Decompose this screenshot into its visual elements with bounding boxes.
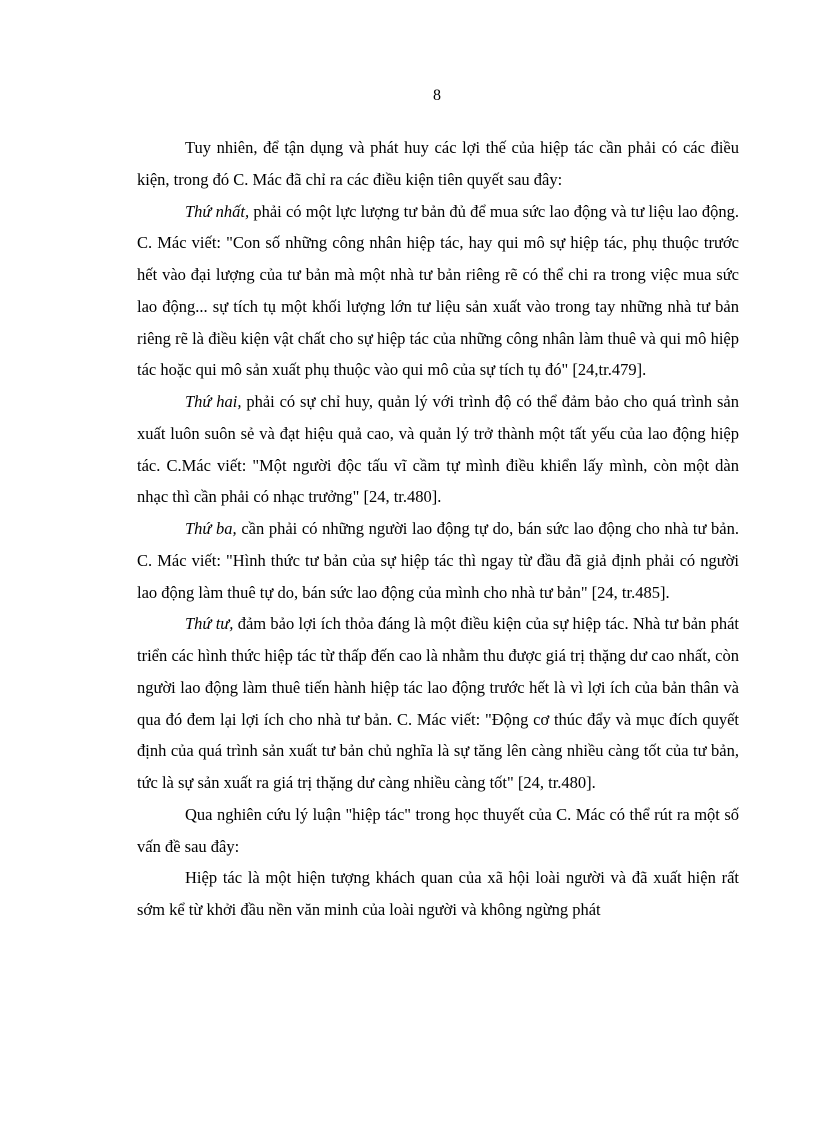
- paragraph-text: Hiệp tác là một hiện tượng khách quan của xã hội loài người và đã xuất hiện rất sớm kể từ khởi đầu nền văn minh của loài người và không ngừng phát: [137, 868, 739, 919]
- paragraph-text: Qua nghiên cứu lý luận "hiệp tác" trong học thuyết của C. Mác có thể rút ra một số vấn đề sau đây:: [137, 804, 739, 856]
- paragraph-text: cần phải có những người lao động tự do, bán sức lao động cho nhà tư bản. C. Mác viết: "Hình thức tư bản của sự hiệp tác thì ngay từ đầu đã giả định phải có người lao động làm thuê tự do, bán sức lao động của mình cho nhà tư bản" [24, tr.485].: [137, 519, 739, 602]
- page-number: 8: [433, 87, 441, 104]
- paragraph-text: đảm bảo lợi ích thỏa đáng là một điều kiện của sự hiệp tác. Nhà tư bản phát triển các hình thức hiệp tác từ thấp đến cao là nhằm thu được giá trị thặng dư cao nhất, còn người lao động làm thuê tiến hành hiệp tác lao động trước hết là vì lợi ích của bản thân và qua đó đem lại lợi ích cho nhà tư bản. C. Mác viết: "Động cơ thúc đẩy và mục đích quyết định của quá trình sản xuất tư bản chủ nghĩa là sự tăng lên càng nhiều càng tốt của tư bản, tức là sự sản xuất ra giá trị thặng dư càng nhiều càng tốt" [24, tr.480].: [137, 614, 739, 792]
- paragraph-text: phải có sự chỉ huy, quản lý với trình độ có thể đảm bảo cho quá trình sản xuất luôn suôn sẻ và đạt hiệu quả cao, và quản lý trở thành một tất yếu của lao động hiệp tác. C.Mác viết: "Một người độc tấu vĩ cầm tự mình điều khiển lấy mình, còn một dàn nhạc thì cần phải có nhạc trưởng" [24, tr.480].: [137, 392, 739, 507]
- document-body: [137, 132, 739, 926]
- paragraph-third-condition: [137, 513, 739, 608]
- paragraph-first-condition: [137, 196, 739, 387]
- paragraph-second-condition: [137, 386, 739, 513]
- paragraph-cooperation-history: [137, 862, 739, 926]
- paragraph-lead: Thứ nhất,: [185, 201, 250, 221]
- paragraph-fourth-condition: [137, 608, 739, 799]
- paragraph-text: Tuy nhiên, để tận dụng và phát huy các lợi thế của hiệp tác cần phải có các điều kiện, trong đó C. Mác đã chỉ ra các điều kiện tiên quyết sau đây:: [137, 138, 739, 189]
- paragraph-conclusion-intro: [137, 799, 739, 863]
- paragraph-text: phải có một lực lượng tư bản đủ để mua sức lao động và tư liệu lao động. C. Mác viết: "Con số những công nhân hiệp tác, hay qui mô sự hiệp tác, phụ thuộc trước hết vào đại lượng của tư bản mà một nhà tư bản riêng rẽ có thể chi ra trong việc mua sức lao động... sự tích tụ một khối lượng lớn tư liệu sản xuất vào trong tay những nhà tư bản riêng rẽ là điều kiện vật chất cho sự hiệp tác của những công nhân làm thuê và qui mô hiệp tác hoặc qui mô sản xuất phụ thuộc vào qui mô của sự tích tụ đó" [24,tr.479].: [137, 201, 739, 380]
- paragraph-lead: Thứ tư,: [185, 614, 234, 634]
- paragraph-lead: Thứ ba,: [185, 519, 237, 538]
- paragraph-lead: Thứ hai,: [185, 392, 242, 411]
- paragraph-intro: [137, 132, 739, 196]
